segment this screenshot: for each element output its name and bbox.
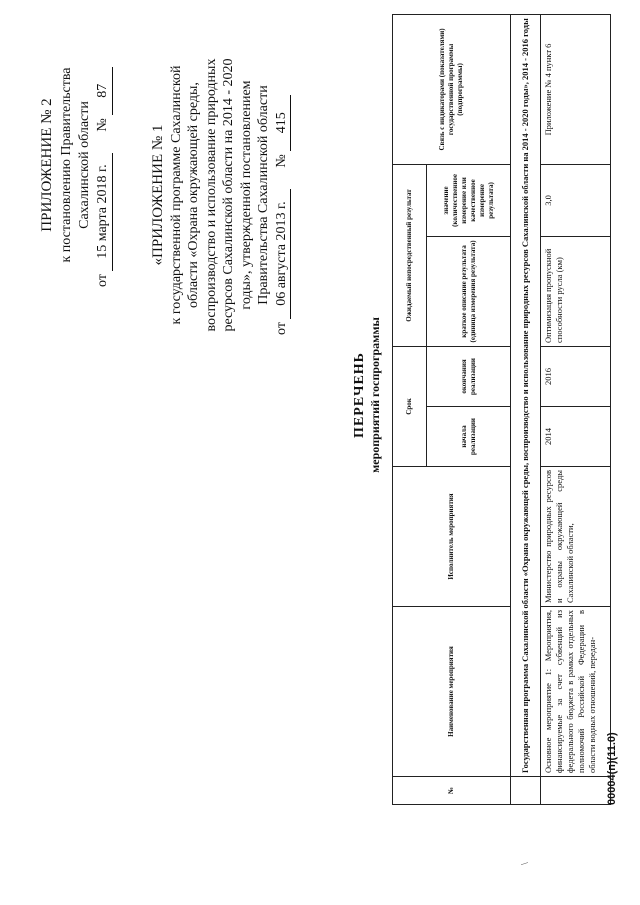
document-code: 00004(п)(11.0) bbox=[606, 732, 618, 805]
header-indicator-link: Связь с индикаторами (показателями) государственной программы (подпрограммы) bbox=[393, 14, 511, 164]
date-prefix: от bbox=[95, 274, 110, 287]
row-indicator-link: Приложение № 4 пункт 6 bbox=[541, 14, 611, 164]
row-start: 2014 bbox=[541, 407, 611, 467]
header-end: окончания реализации bbox=[427, 346, 511, 406]
table-row-program bbox=[511, 14, 541, 804]
header-num: № bbox=[393, 777, 511, 805]
appendix-block bbox=[38, 25, 113, 305]
scan-mark: \ bbox=[520, 862, 531, 865]
row-executor: Министерство природных ресурсов и охраны окружающей среды Сахалинской области, bbox=[541, 467, 611, 607]
header-value: значение (количественное измерение или качественное измерение результата) bbox=[427, 164, 511, 236]
program-line-7: Правительства Сахалинской области bbox=[256, 85, 271, 305]
row-num bbox=[541, 777, 611, 805]
program-line-3: области «Охрана окружающей среды, bbox=[186, 82, 201, 308]
header-expected-result: Ожидаемый непосредственный результат bbox=[393, 164, 427, 346]
program-row-num bbox=[511, 777, 541, 805]
row-end: 2016 bbox=[541, 346, 611, 406]
program-date: 06 августа 2013 г. bbox=[273, 189, 292, 319]
header-name: Наименование мероприятия bbox=[393, 607, 511, 777]
row-description: Оптимизация пропускной способности русла (км) bbox=[541, 236, 611, 346]
list-heading bbox=[352, 245, 383, 545]
header-executor: Исполнитель мероприятия bbox=[393, 467, 511, 607]
row-value: 3,0 bbox=[541, 164, 611, 236]
list-subtitle: мероприятий госпрограммы bbox=[368, 317, 382, 473]
appendix-number: 87 bbox=[94, 67, 113, 115]
table-row bbox=[541, 14, 611, 804]
program-appendix-title: «ПРИЛОЖЕНИЕ № 1 bbox=[150, 124, 166, 266]
program-appendix-block bbox=[150, 45, 291, 345]
date-prefix: от bbox=[273, 322, 289, 335]
header-term: Срок bbox=[393, 346, 427, 466]
number-prefix: № bbox=[95, 118, 110, 132]
program-line-5: ресурсов Сахалинской области на 2014 - 2020 bbox=[221, 58, 236, 332]
appendix-date-line bbox=[94, 25, 113, 305]
program-date-line bbox=[273, 45, 292, 345]
program-line-6: годы», утвержденной постановлением bbox=[238, 80, 254, 310]
appendix-title: ПРИЛОЖЕНИЕ № 2 bbox=[39, 98, 55, 232]
measures-table bbox=[392, 15, 611, 805]
appendix-line-1: к постановлению Правительства bbox=[59, 67, 74, 263]
appendix-date: 15 марта 2018 г. bbox=[94, 153, 113, 271]
table-header-row bbox=[393, 14, 427, 804]
program-line-4: воспроизводство и использование природных bbox=[203, 58, 219, 332]
program-row-title: Государственная программа Сахалинской области «Охрана окружающей среды, воспроизводство и использование природных ресурсов Сахалинской области на 2014 - 2020 годы», 2014 - 2016 годы bbox=[511, 14, 541, 776]
row-name: Основное мероприятие 1: Мероприятия, финансируемые за счет субвенций из федерального бюджета в рамках отдельных полномочий Российской Федерации в области водных отношений, передан- bbox=[541, 607, 611, 777]
program-line-2: к государственной программе Сахалинской bbox=[168, 65, 184, 325]
header-start: начала реализации bbox=[427, 407, 511, 467]
program-number: 415 bbox=[273, 95, 292, 151]
number-prefix: № bbox=[273, 154, 289, 168]
appendix-line-2: Сахалинской области bbox=[77, 101, 92, 229]
list-title: ПЕРЕЧЕНЬ bbox=[352, 352, 367, 438]
header-description: краткое описание результата (единица измерения результата) bbox=[427, 236, 511, 346]
